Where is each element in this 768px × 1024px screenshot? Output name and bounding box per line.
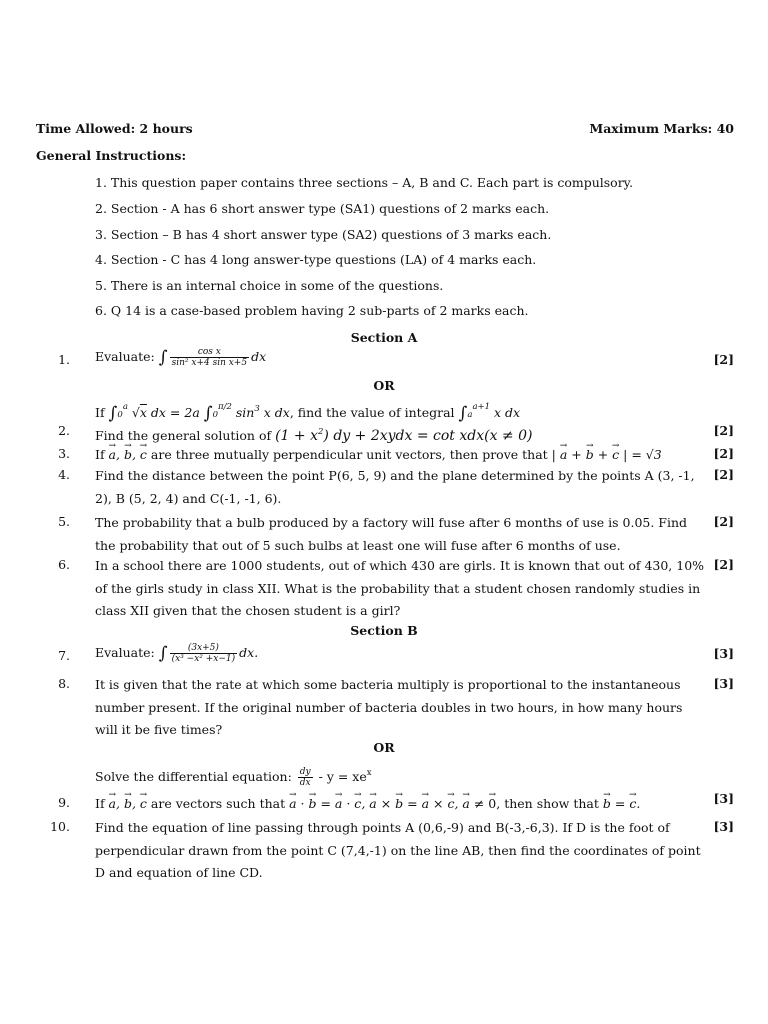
question-4 bbox=[36, 467, 734, 513]
time-allowed: Time Allowed: 2 hours bbox=[36, 121, 193, 136]
general-instructions-title: General Instructions: bbox=[36, 148, 187, 163]
formula-vector-magnitude: | → a + → b + → c | = √3 bbox=[552, 447, 662, 462]
instruction-item: 1. This question paper contains three sections – A, B and C. Each part is compulsory. bbox=[95, 175, 634, 190]
instruction-item: 2. Section - A has 6 short answer type (SA1) questions of 2 marks each. bbox=[95, 201, 550, 216]
or-label: OR bbox=[373, 378, 395, 393]
fraction-denominator: (x³ −x² +x−1) bbox=[171, 654, 236, 664]
question-marks: [3] bbox=[713, 819, 734, 834]
instruction-item: 3. Section – B has 4 short answer type (SA2) questions of 3 marks each. bbox=[95, 227, 552, 242]
fraction-denominator: sin² x+4 sin x+5 bbox=[171, 358, 248, 368]
section-b-title: Section B bbox=[350, 623, 418, 638]
question-marks: [3] bbox=[713, 791, 734, 806]
instruction-item: 4. Section - C has 4 long answer-type questions (LA) of 4 marks each. bbox=[95, 252, 537, 267]
equation-tail: - y = xe bbox=[314, 769, 367, 784]
question-text: Find the distance between the point P(6, 5, 9) and the plane determined by the points A (3, -1, 2), B (5, 2, 4) and C(-1, -1, 6). bbox=[95, 468, 695, 506]
question-number: 10. bbox=[50, 819, 70, 834]
question-end: , then show that bbox=[496, 796, 603, 811]
question-lead: If bbox=[95, 405, 109, 420]
question-marks: [3] bbox=[713, 646, 734, 661]
question-6 bbox=[36, 557, 734, 625]
fraction-numerator: dy bbox=[299, 767, 311, 777]
question-marks: [2] bbox=[713, 352, 734, 367]
question-marks: [2] bbox=[713, 467, 734, 482]
question-number: 7. bbox=[58, 648, 70, 663]
question-mid: are vectors such that bbox=[146, 796, 290, 811]
formula-integral-equation: ∫0$^a$ √x dx = 2a $\int 0^{\pi/2}$ $\sin^3 x$ dx bbox=[108, 402, 290, 424]
question-text: It is given that the rate at which some bacteria multiply is proportional to the instantaneous number present. If the original number of bacteria doubles in two hours, in how many hours will it be five times? bbox=[95, 677, 683, 737]
question-text: The probability that a bulb produced by a factory will fuse after 6 months of use is 0.05. Find the probability that out of 5 such bulbs at least one will fuse after 6 months of use. bbox=[95, 515, 688, 553]
differential: dx. bbox=[239, 645, 259, 660]
question-lead: Evaluate: bbox=[95, 645, 159, 660]
formula-differential-equation: $(1 + x^2)$ dy + 2xydx = cot xdx(x ≠ 0) bbox=[275, 427, 533, 444]
or-label: OR bbox=[373, 740, 395, 755]
question-number: 4. bbox=[58, 467, 70, 482]
question-marks: [2] bbox=[713, 514, 734, 529]
formula-vector-conditions: → a · → b = → a · → c, → a × → b = → a × → c, → a ≠ → 0 bbox=[289, 796, 496, 811]
question-9 bbox=[36, 791, 734, 817]
question-lead: Evaluate: bbox=[95, 349, 159, 364]
question-number: 8. bbox=[58, 676, 70, 691]
instruction-item: 6. Q 14 is a case-based problem having 2 sub-parts of 2 marks each. bbox=[95, 303, 529, 318]
question-marks: [2] bbox=[713, 557, 734, 572]
maximum-marks: Maximum Marks: 40 bbox=[589, 121, 734, 136]
formula-vectors: → a, → b, → c bbox=[109, 796, 147, 811]
question-1: 1. Evaluate: ∫ $\frac{\text{cos x}}{\text{sin² x+4 sin x+5}}$ dx [2] bbox=[36, 346, 734, 376]
question-number: 1. bbox=[58, 352, 70, 367]
question-marks: [2] bbox=[713, 446, 734, 461]
question-marks: [2] bbox=[713, 423, 734, 438]
section-a-title: Section A bbox=[350, 330, 418, 345]
formula-vectors: → a, → b, → c bbox=[109, 447, 147, 462]
question-1-alternative bbox=[36, 396, 734, 424]
question-text: In a school there are 1000 students, out of which 430 are girls. It is known that out of 430, 10% of the girls study in class XII. What is the probability that a student chosen randomly studies in class XII given that the chosen student is a girl? bbox=[95, 558, 705, 618]
question-lead: If bbox=[95, 796, 109, 811]
question-7: 7. Evaluate: ∫ $\frac{(3x+5)}{\text{(x³ −x² +x−1)}}$ dx. [3] bbox=[36, 640, 734, 670]
formula-integral: $\int a^{a+1}$ x dx bbox=[458, 402, 521, 424]
fraction-numerator: cos x bbox=[170, 347, 249, 358]
question-lead: Solve the differential equation: bbox=[95, 769, 296, 784]
question-number: 9. bbox=[58, 795, 70, 810]
question-lead: Find the general solution of bbox=[95, 428, 276, 443]
question-5 bbox=[36, 514, 734, 560]
question-10 bbox=[36, 819, 734, 887]
question-number: 2. bbox=[58, 423, 70, 438]
fraction-denominator: dx bbox=[299, 778, 311, 788]
formula-vector-result: → b = → c. bbox=[603, 796, 640, 811]
question-mid: , find the value of integral bbox=[289, 405, 459, 420]
question-number: 3. bbox=[58, 446, 70, 461]
fraction-numerator: (3x+5) bbox=[170, 643, 238, 654]
question-mid: are three mutually perpendicular unit vectors, then prove that bbox=[146, 447, 552, 462]
exam-header bbox=[36, 121, 734, 136]
instruction-item: 5. There is an internal choice in some of the questions. bbox=[95, 278, 444, 293]
differential: dx bbox=[251, 349, 267, 364]
question-lead: If bbox=[95, 447, 109, 462]
question-marks: [3] bbox=[713, 676, 734, 691]
question-number: 5. bbox=[58, 514, 70, 529]
exponent: x bbox=[366, 768, 372, 778]
question-8 bbox=[36, 676, 734, 744]
question-text: Find the equation of line passing through points A (0,6,-9) and B(-3,-6,3). If D is the foot of perpendicular drawn from the point C (7,4,-1) on the line AB, then find the coordinates of point D and equation of line CD. bbox=[95, 820, 701, 880]
question-number: 6. bbox=[58, 557, 70, 572]
